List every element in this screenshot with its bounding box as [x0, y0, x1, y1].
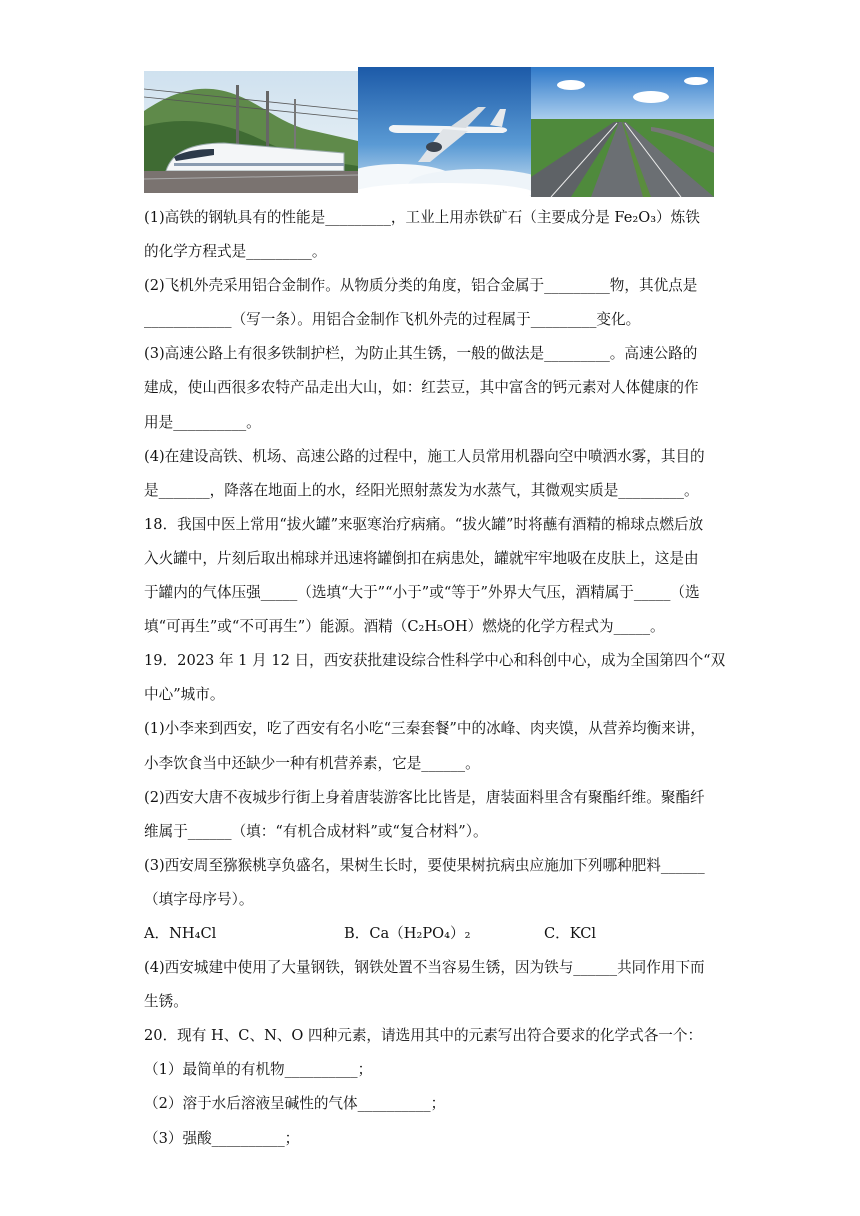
text-line: ____________（写一条）。用铝合金制作飞机外壳的过程属于_________变化。 — [144, 311, 641, 329]
text-line: （填字母序号）。 — [144, 890, 254, 908]
text-line: (4)在建设高铁、机场、高速公路的过程中，施工人员常用机器向空中喷洒水雾，其目的 — [144, 447, 705, 465]
text-line: （2）溶于水后溶液呈碱性的气体__________； — [144, 1095, 446, 1113]
question-text — [144, 201, 726, 1156]
high-speed-train-photo — [144, 71, 358, 193]
image-row — [144, 67, 714, 197]
text-line: 小李饮食当中还缺少一种有机营养素，它是______。 — [144, 754, 480, 772]
text-line: (4)西安城建中使用了大量钢铁，钢铁处置不当容易生锈，因为铁与______共同作用下而 — [144, 959, 705, 977]
text-line: 于罐内的气体压强_____（选填“大于”“小于”或“等于”外界大气压，酒精属于_____（选 — [144, 584, 700, 602]
text-line: 生锈。 — [144, 993, 188, 1011]
text-line: 填“可再生”或“不可再生”）能源。酒精（C₂H₅OH）燃烧的化学方程式为_____。 — [144, 618, 665, 636]
text-line: （3）强酸__________； — [144, 1129, 300, 1147]
text-line: 中心”城市。 — [144, 686, 225, 704]
text-line: 20．现有 H、C、N、O 四种元素，请选用其中的元素写出符合要求的化学式各一个： — [144, 1027, 703, 1045]
text-line: (1)高铁的钢轨具有的性能是_________，工业上用赤铁矿石（主要成分是 Fe₂O₃）炼铁 — [144, 209, 700, 226]
text-line: 是_______，降落在地面上的水，经阳光照射蒸发为水蒸气，其微观实质是_________。 — [144, 481, 699, 499]
text-line: (3)高速公路上有很多铁制护栏，为防止其生锈，一般的做法是_________。高速公路的 — [144, 345, 698, 363]
option-b: B．Ca（H₂PO₄）₂ — [344, 924, 471, 942]
text-line: 建成，使山西很多农特产品走出大山，如：红芸豆，其中富含的钙元素对人体健康的作 — [144, 379, 699, 397]
text-line: （1）最简单的有机物__________； — [144, 1061, 373, 1079]
highway-photo — [531, 67, 714, 197]
airplane-photo — [358, 67, 531, 196]
answer-options — [144, 917, 722, 951]
text-line: 维属于______（填：“有机合成材料”或“复合材料”）。 — [144, 822, 488, 840]
text-line: (3)西安周至猕猴桃享负盛名，果树生长时，要使果树抗病虫应施加下列哪种肥料______ — [144, 856, 705, 874]
text-line: (2)西安大唐不夜城步行街上身着唐装游客比比皆是，唐装面料里含有聚酯纤维。聚酯纤 — [144, 788, 705, 806]
text-line: (2)飞机外壳采用铝合金制作。从物质分类的角度，铝合金属于_________物，其优点是 — [144, 277, 698, 295]
text-line: 用是__________。 — [144, 413, 261, 431]
text-line: 的化学方程式是_________。 — [144, 243, 327, 261]
option-c: C．KCl — [544, 924, 597, 942]
text-line: 18．我国中医上常用“拔火罐”来驱寒治疗病痛。“拔火罐”时将蘸有酒精的棉球点燃后放 — [144, 515, 704, 533]
text-line: (1)小李来到西安，吃了西安有名小吃“三秦套餐”中的冰峰、肉夹馍，从营养均衡来讲， — [144, 720, 705, 738]
text-line: 19．2023 年 1 月 12 日，西安获批建设综合性科学中心和科创中心，成为全国第四个“双 — [144, 652, 726, 670]
text-line: 入火罐中，片刻后取出棉球并迅速将罐倒扣在病患处，罐就牢牢地吸在皮肤上，这是由 — [144, 549, 699, 567]
option-a: A．NH₄Cl — [144, 924, 217, 942]
